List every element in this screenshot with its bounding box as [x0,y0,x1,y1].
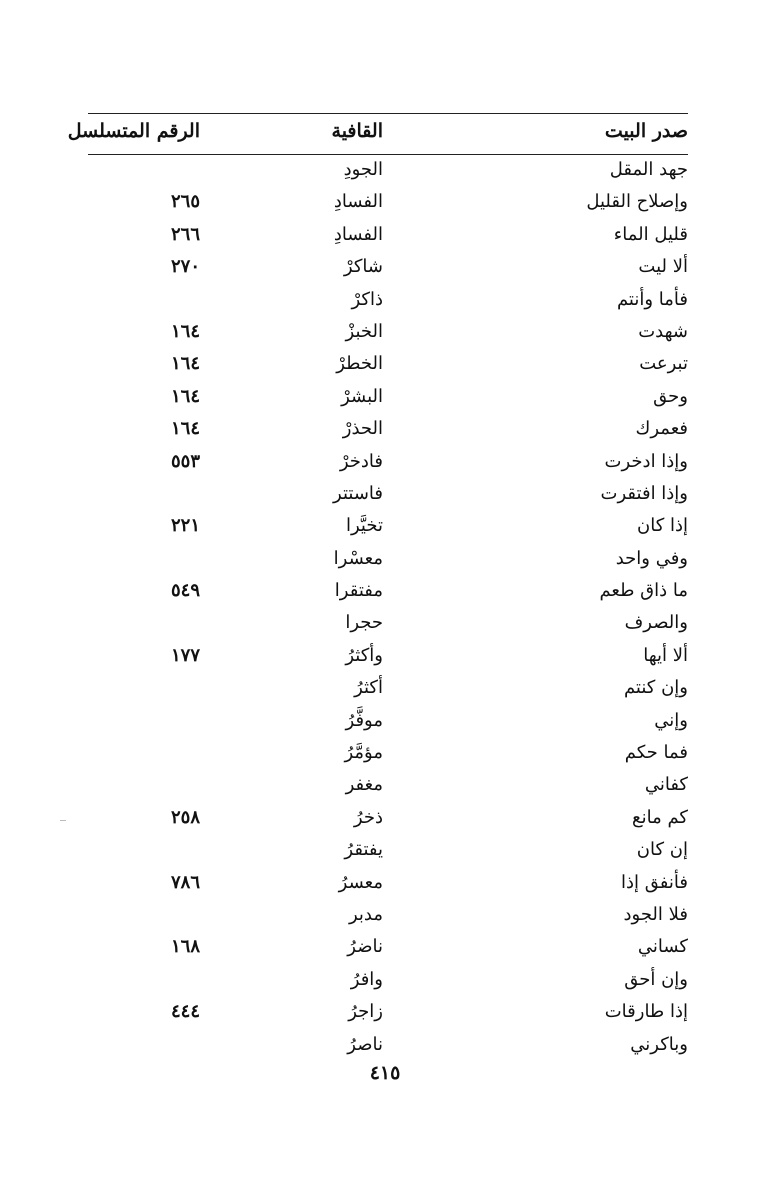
table-row [88,966,688,998]
table-row [88,512,688,544]
rhyme-cell: الخبزْ [345,320,383,342]
rhyme-cell: مغفر [345,774,383,796]
rhyme-cell: الجودِ [343,159,383,180]
rhyme-cell: حجرا [345,612,383,634]
serial-number-cell: ١٦٨ [170,936,200,958]
header-rhyme: القافية [331,120,383,142]
table-row [88,286,688,318]
verse-start-cell: فعمرك [635,418,688,440]
serial-number-cell: ٥٥٣ [170,450,200,472]
verse-start-cell: وإن أحق [624,968,688,990]
table-row [88,188,688,220]
table-row [88,221,688,253]
rhyme-cell: ذاكرْ [351,288,383,310]
verse-start-cell: تبرعت [639,353,688,375]
table-row [88,836,688,868]
serial-number-cell: ١٦٤ [170,320,200,342]
table-row [88,383,688,415]
verse-start-cell: فلا الجود [623,903,688,925]
table-row [88,156,688,188]
verse-start-cell: إذا كان [636,515,688,537]
table-row [88,577,688,609]
rhyme-cell: الفسادِ [333,191,383,213]
rhyme-cell: معسْرا [333,547,383,569]
verse-start-cell: قليل الماء [613,223,688,245]
verse-start-cell: فأنفق إذا [621,871,688,893]
table-row [88,350,688,382]
header-bottom-rule [88,154,688,155]
header-serial-number: الرقم المتسلسل [67,120,200,142]
rhyme-cell: تخيَّرا [346,515,383,537]
verse-start-cell: إن كان [636,839,688,861]
serial-number-cell: ١٧٧ [170,644,200,666]
table-row [88,933,688,965]
margin-mark [60,820,66,821]
serial-number-cell: ٤٤٤ [170,1001,200,1023]
serial-number-cell: ١٦٤ [170,353,200,375]
serial-number-cell: ٢٧٠ [170,256,200,278]
verse-start-cell: فما حكم [624,742,688,764]
rhyme-cell: فاستتر [333,482,383,504]
rhyme-cell: وافرُ [350,968,383,990]
verse-start-cell: وباكرني [630,1033,688,1055]
verse-start-cell: ما ذاق طعم [599,580,688,602]
rhyme-cell: الفسادِ [333,223,383,245]
verse-start-cell: والصرف [624,612,688,634]
rhyme-cell: مؤمَّرُ [344,742,383,764]
serial-number-cell: ٧٨٦ [170,871,200,893]
table-row [88,318,688,350]
rhyme-cell: معسرُ [338,871,383,893]
rhyme-cell: موفَّرُ [345,709,383,731]
verse-start-cell: وإني [654,709,688,731]
verse-start-cell: ألا أيها [643,644,688,666]
table-row [88,1031,688,1063]
serial-number-cell: ٢٦٦ [170,223,200,245]
verse-start-cell: كم مانع [632,806,688,828]
table-row [88,609,688,641]
serial-number-cell: ٥٤٩ [170,580,200,602]
rhyme-cell: مدبر [348,903,383,925]
table-row [88,869,688,901]
table-row [88,448,688,480]
verse-start-cell: وإصلاح القليل [586,191,688,213]
verse-start-cell: شهدت [638,320,688,342]
serial-number-cell: ١٦٤ [170,418,200,440]
table-header [67,116,688,152]
rhyme-cell: الخطرْ [336,353,383,375]
rhyme-cell: البشرْ [341,385,383,407]
serial-number-cell: ٢٢١ [170,515,200,537]
rhyme-cell: شاكرْ [343,256,383,278]
verse-start-cell: وحق [653,385,688,407]
rhyme-cell: زاجرُ [348,1001,383,1023]
table-row [88,771,688,803]
page-number: ٤١٥ [369,1062,401,1084]
serial-number-cell: ٢٦٥ [170,191,200,213]
verse-start-cell: وإذا افتقرت [600,482,688,504]
verse-start-cell: جهد المقل [609,159,688,180]
table-row [88,707,688,739]
rhyme-cell: الحذرْ [342,418,383,440]
table-row [88,480,688,512]
serial-number-cell: ٢٥٨ [170,806,200,828]
table-body [88,156,688,1063]
rhyme-cell: ذخرُ [353,806,383,828]
verse-start-cell: وفي واحد [615,547,688,569]
verse-start-cell: وإن كنتم [623,677,688,699]
table-row [88,739,688,771]
table-row [88,901,688,933]
rhyme-cell: يفتقرُ [344,839,383,861]
rhyme-cell: وأكثرُ [345,644,383,666]
rhyme-cell: أكثرُ [354,677,383,699]
table-row [88,674,688,706]
verse-start-cell: إذا طارقات [604,1001,688,1023]
table-top-rule [88,113,688,114]
rhyme-cell: فادخرْ [339,450,383,472]
verse-start-cell: ألا ليت [638,256,688,278]
table-row [88,804,688,836]
verse-start-cell: كساني [637,936,688,958]
table-row [88,415,688,447]
serial-number-cell: ١٦٤ [170,385,200,407]
table-row [88,253,688,285]
rhyme-cell: مفتقرا [334,580,383,602]
header-verse-start: صدر البيت [604,120,688,142]
rhyme-cell: ناصرُ [347,1033,383,1055]
table-row [88,998,688,1030]
table-row [88,642,688,674]
verse-start-cell: كفاني [644,774,688,796]
verse-start-cell: وإذا ادخرت [604,450,688,472]
table-row [88,545,688,577]
rhyme-cell: ناضرُ [347,936,383,958]
verse-start-cell: فأما وأنتم [616,288,688,310]
